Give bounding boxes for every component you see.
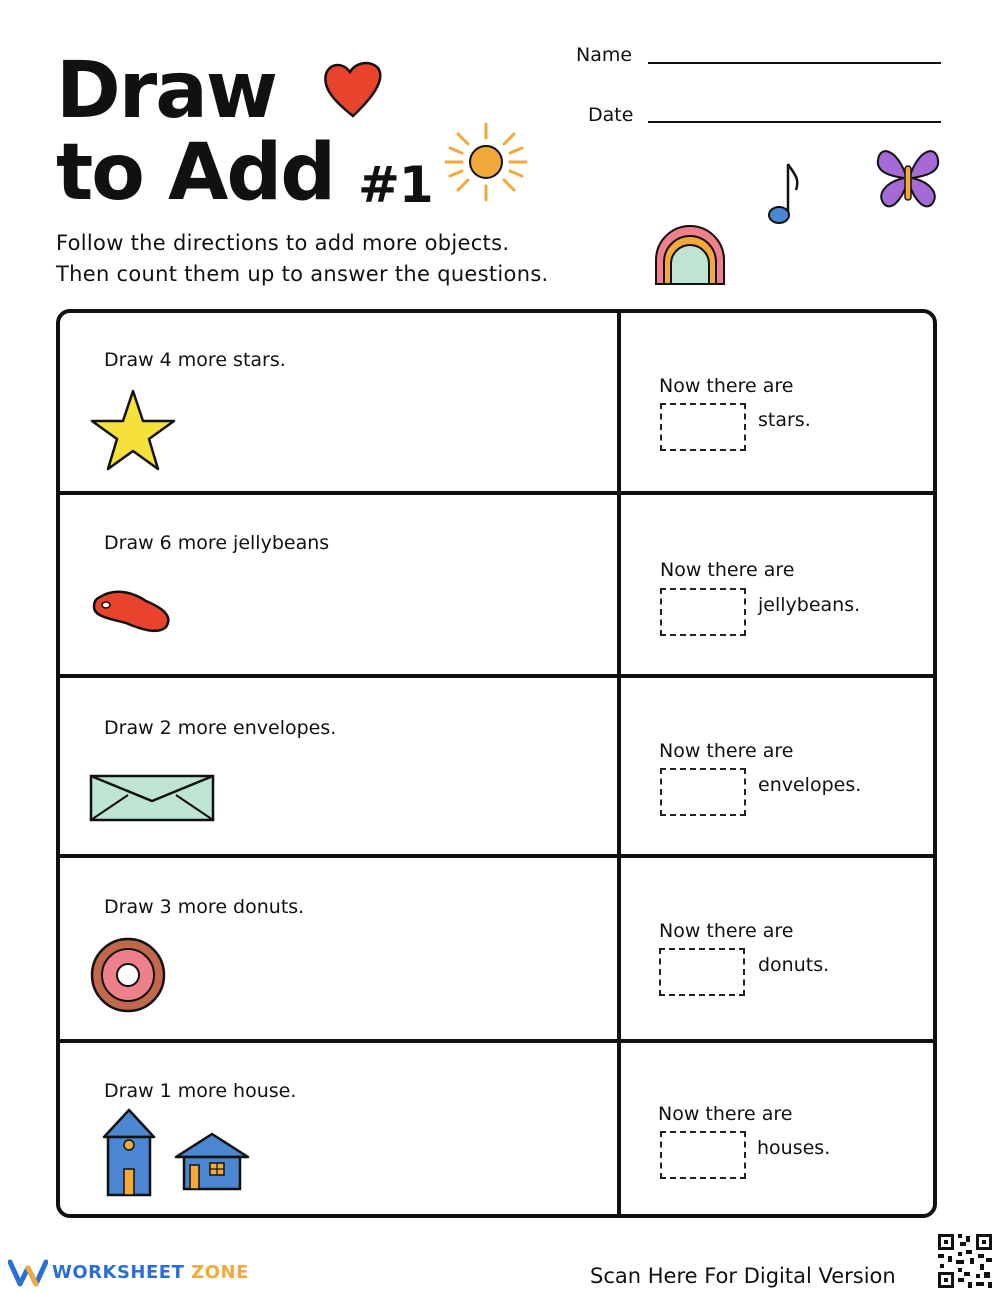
- now-there-are-donuts: Now there are: [659, 920, 794, 942]
- brand-word-1: WORKSHEET: [52, 1262, 185, 1283]
- qr-code-icon[interactable]: [936, 1232, 994, 1290]
- directions-line-2: Then count them up to answer the questions.: [56, 262, 549, 286]
- row-divider: [60, 674, 933, 678]
- date-label: Date: [588, 104, 634, 126]
- instruction-stars: Draw 4 more stars.: [104, 349, 286, 371]
- tall-house-icon: [100, 1107, 158, 1199]
- directions-line-1: Follow the directions to add more objects.: [56, 231, 510, 255]
- object-label-envelopes: envelopes.: [758, 774, 862, 796]
- scan-instruction: Scan Here For Digital Version: [590, 1264, 896, 1288]
- instruction-houses: Draw 1 more house.: [104, 1080, 297, 1102]
- brand-wordmark[interactable]: [52, 1262, 249, 1283]
- now-there-are-envelopes: Now there are: [659, 740, 794, 762]
- envelope-icon: [88, 773, 216, 823]
- answer-box-envelopes[interactable]: [660, 768, 746, 816]
- butterfly-icon: [870, 142, 946, 216]
- now-there-are-stars: Now there are: [659, 375, 794, 397]
- brand-word-2: ZONE: [191, 1262, 249, 1283]
- answer-box-stars[interactable]: [660, 403, 746, 451]
- name-label: Name: [576, 44, 633, 66]
- date-field[interactable]: [648, 121, 941, 123]
- title-line-2: to Add: [56, 128, 335, 218]
- heart-icon: [320, 58, 386, 120]
- worksheet-grid: [56, 309, 937, 1218]
- rainbow-icon: [650, 220, 730, 286]
- object-label-donuts: donuts.: [758, 954, 830, 976]
- instruction-donuts: Draw 3 more donuts.: [104, 896, 305, 918]
- sun-icon: [440, 120, 532, 204]
- instruction-envelopes: Draw 2 more envelopes.: [104, 717, 337, 739]
- row-divider: [60, 1039, 933, 1043]
- donut-icon: [88, 935, 168, 1015]
- row-divider: [60, 854, 933, 858]
- column-divider: [617, 313, 621, 1214]
- small-house-icon: [174, 1131, 250, 1193]
- music-note-icon: [762, 160, 802, 230]
- answer-box-jellybeans[interactable]: [660, 588, 746, 636]
- star-icon: [88, 387, 178, 473]
- now-there-are-jellybeans: Now there are: [660, 559, 795, 581]
- jellybean-icon: [90, 587, 174, 635]
- name-field[interactable]: [648, 62, 941, 64]
- answer-box-houses[interactable]: [660, 1131, 746, 1179]
- object-label-houses: houses.: [757, 1137, 831, 1159]
- instruction-jellybeans: Draw 6 more jellybeans: [104, 532, 330, 554]
- now-there-are-houses: Now there are: [658, 1103, 793, 1125]
- row-divider: [60, 491, 933, 495]
- answer-box-donuts[interactable]: [659, 948, 745, 996]
- title-line-1: Draw: [56, 46, 276, 136]
- object-label-stars: stars.: [758, 409, 811, 431]
- object-label-jellybeans: jellybeans.: [758, 594, 861, 616]
- title-number: #1: [358, 156, 433, 214]
- worksheet-zone-logo-icon: [8, 1258, 48, 1288]
